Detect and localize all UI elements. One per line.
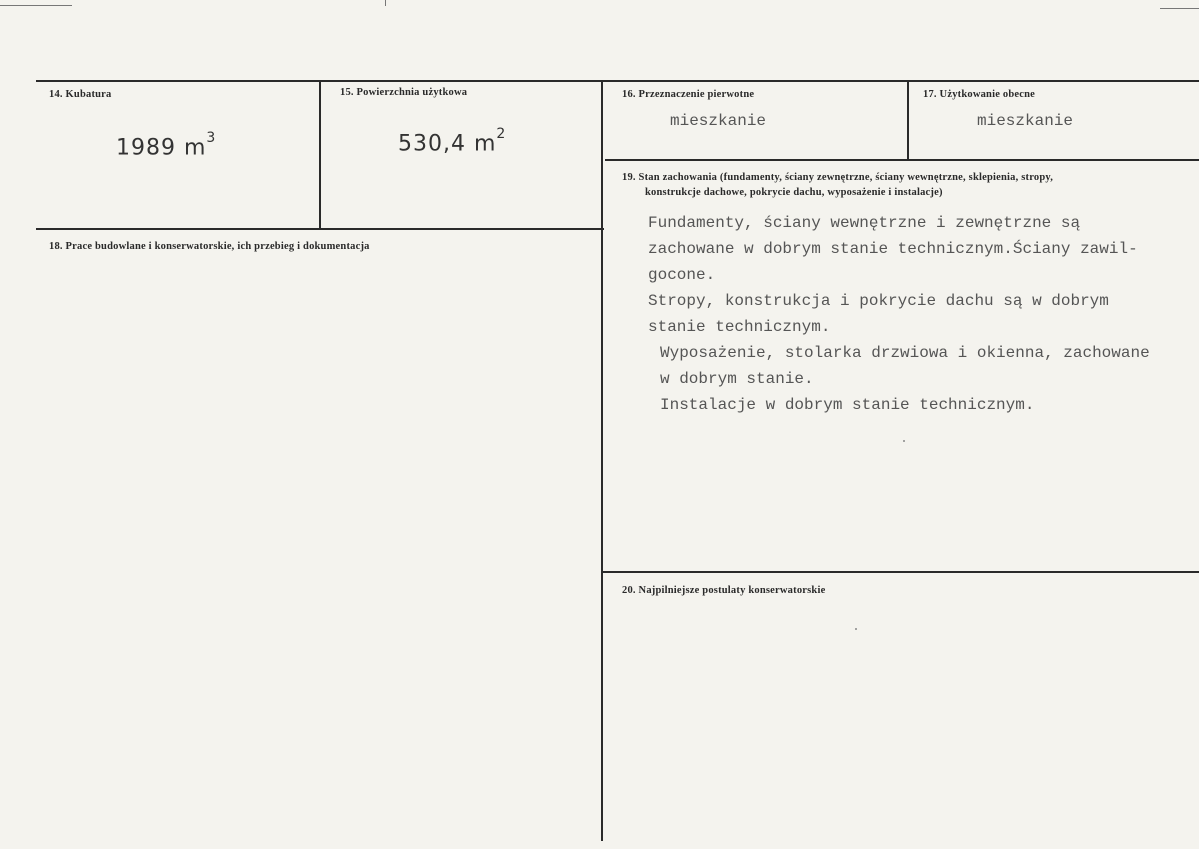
paper-speck xyxy=(903,440,905,442)
field-16-label: 16. Przeznaczenie pierwotne xyxy=(622,89,755,100)
field-20-label: 20. Najpilniejsze postulaty konserwatorskie xyxy=(622,585,826,596)
field-16-value: mieszkanie xyxy=(670,112,767,130)
field-17-value: mieszkanie xyxy=(977,112,1074,130)
field-19-text-indented xyxy=(660,340,1150,418)
top-mark-right xyxy=(1160,8,1199,9)
field-14-number: 1989 m xyxy=(116,135,207,161)
field-15-label: 15. Powierzchnia użytkowa xyxy=(340,87,468,98)
paper-speck xyxy=(855,628,857,630)
divider-left-right xyxy=(601,81,603,841)
rule-under-f16-f17 xyxy=(605,159,1199,161)
field-15-value xyxy=(398,126,507,157)
field-19-line: stanie technicznym. xyxy=(648,318,831,336)
top-mark-center xyxy=(385,0,386,6)
field-19-line: gocone. xyxy=(648,266,716,284)
field-14-unit-power: 3 xyxy=(206,130,217,146)
field-15-number: 530,4 m xyxy=(398,131,497,157)
field-14-label: 14. Kubatura xyxy=(49,89,112,100)
field-19-line: zachowane w dobrym stanie technicznym.Ściany zawil- xyxy=(648,240,1138,258)
field-14-value xyxy=(116,130,217,161)
field-17-label: 17. Użytkowanie obecne xyxy=(923,89,1036,100)
field-15-unit-power: 2 xyxy=(496,126,507,142)
field-19-line: Fundamenty, ściany wewnętrzne i zewnętrzne są xyxy=(648,214,1081,232)
top-rule xyxy=(36,80,1199,82)
top-mark-left xyxy=(0,5,72,6)
rule-under-f19 xyxy=(603,571,1199,573)
field-19-line: Wyposażenie, stolarka drzwiowa i okienna, zachowane xyxy=(660,344,1150,362)
field-18-label: 18. Prace budowlane i konserwatorskie, ich przebieg i dokumentacja xyxy=(49,241,370,252)
field-19-line: Stropy, konstrukcja i pokrycie dachu są w dobrym xyxy=(648,292,1109,310)
divider-f16-f17 xyxy=(907,81,909,160)
field-19-line: w dobrym stanie. xyxy=(660,370,814,388)
field-19-text xyxy=(648,210,1138,340)
field-19-line: Instalacje w dobrym stanie technicznym. xyxy=(660,396,1035,414)
divider-f14-f15 xyxy=(319,81,321,229)
field-19-label-line-1: 19. Stan zachowania (fundamenty, ściany zewnętrzne, ściany wewnętrzne, sklepienia, stropy, xyxy=(622,172,1054,183)
field-19-label-line-2: konstrukcje dachowe, pokrycie dachu, wyposażenie i instalacje) xyxy=(645,187,943,198)
